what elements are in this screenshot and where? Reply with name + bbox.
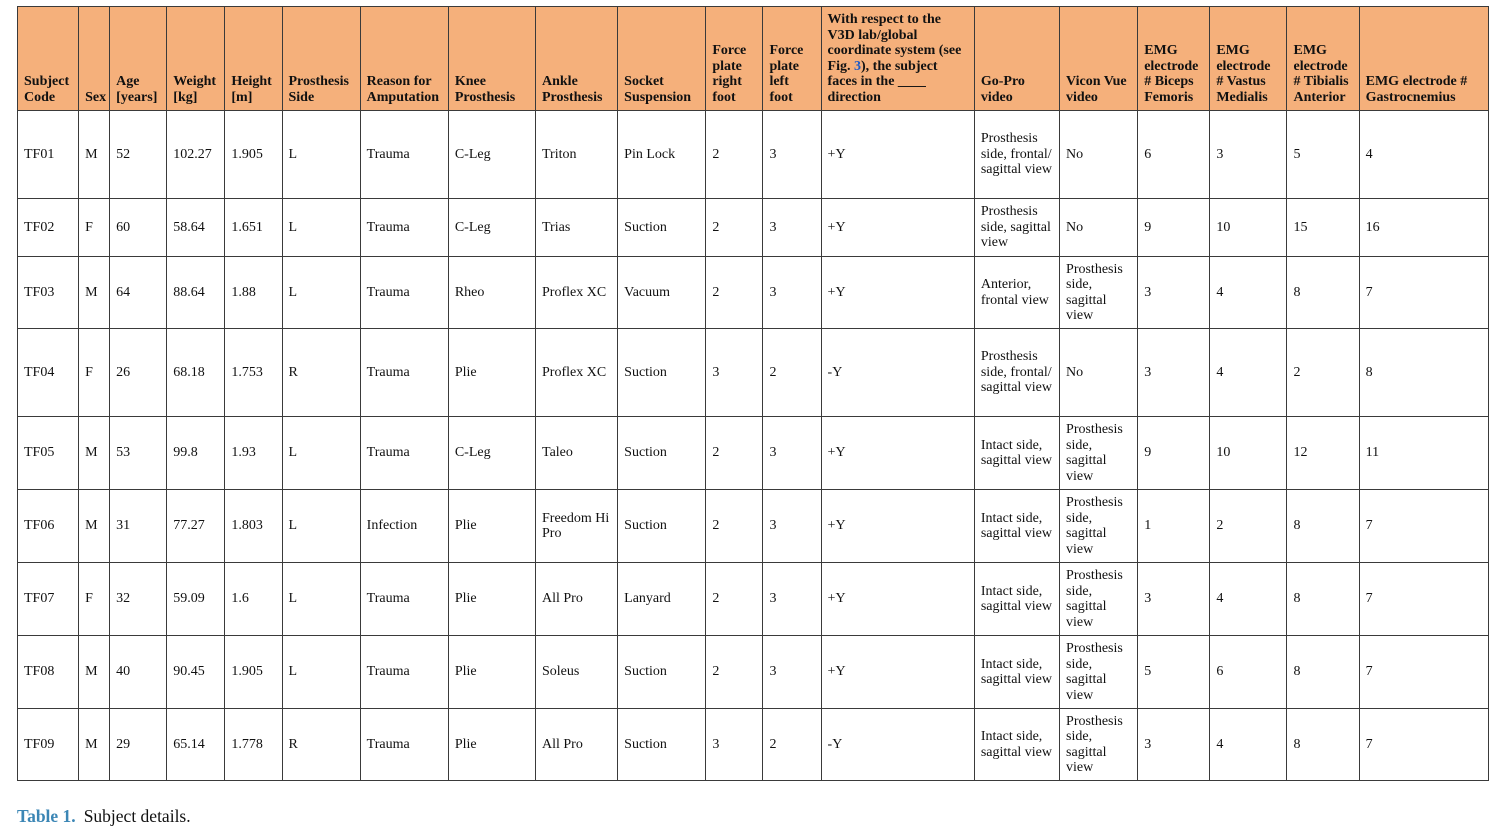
col-ankle: Ankle Prosthesis — [536, 7, 618, 111]
col-direction — [821, 7, 974, 111]
cell-fp-right: 2 — [706, 563, 763, 636]
cell-prosthesis-side: L — [282, 257, 360, 329]
cell-fp-right: 2 — [706, 417, 763, 490]
cell-emg-vastus: 4 — [1210, 257, 1287, 329]
cell-height: 1.905 — [225, 636, 282, 709]
col-vicon: Vicon Vue video — [1060, 7, 1138, 111]
cell-vicon: No — [1060, 329, 1138, 417]
cell-socket: Suction — [618, 417, 706, 490]
cell-knee: Plie — [448, 709, 535, 781]
cell-emg-gastro: 7 — [1359, 563, 1488, 636]
cell-height: 1.753 — [225, 329, 282, 417]
cell-emg-vastus: 10 — [1210, 417, 1287, 490]
cell-vicon: Prosthesis side, sagittal view — [1060, 417, 1138, 490]
cell-emg-vastus: 3 — [1210, 111, 1287, 199]
cell-subject-code: TF07 — [18, 563, 79, 636]
cell-emg-gastro: 8 — [1359, 329, 1488, 417]
cell-reason: Trauma — [360, 329, 448, 417]
cell-ankle: Triton — [536, 111, 618, 199]
cell-height: 1.905 — [225, 111, 282, 199]
cell-fp-left: 3 — [763, 257, 821, 329]
cell-height: 1.803 — [225, 490, 282, 563]
cell-ankle: Proflex XC — [536, 257, 618, 329]
cell-emg-biceps: 6 — [1138, 111, 1210, 199]
cell-subject-code: TF05 — [18, 417, 79, 490]
cell-age: 52 — [110, 111, 167, 199]
cell-emg-tibialis: 15 — [1287, 199, 1359, 257]
subject-details-table — [17, 6, 1489, 781]
cell-socket: Lanyard — [618, 563, 706, 636]
cell-fp-right: 2 — [706, 199, 763, 257]
cell-weight: 77.27 — [167, 490, 225, 563]
cell-gopro: Prosthesis side, frontal/ sagittal view — [974, 111, 1059, 199]
cell-sex: M — [79, 709, 110, 781]
cell-ankle: All Pro — [536, 563, 618, 636]
cell-prosthesis-side: L — [282, 563, 360, 636]
cell-direction: +Y — [821, 636, 974, 709]
col-height: Height [m] — [225, 7, 282, 111]
col-gopro: Go-Pro video — [974, 7, 1059, 111]
cell-emg-tibialis: 8 — [1287, 563, 1359, 636]
cell-height: 1.651 — [225, 199, 282, 257]
cell-fp-left: 3 — [763, 490, 821, 563]
cell-sex: M — [79, 490, 110, 563]
cell-socket: Suction — [618, 709, 706, 781]
cell-fp-left: 3 — [763, 563, 821, 636]
col-age: Age [years] — [110, 7, 167, 111]
cell-ankle: Soleus — [536, 636, 618, 709]
cell-emg-tibialis: 12 — [1287, 417, 1359, 490]
cell-subject-code: TF04 — [18, 329, 79, 417]
cell-gopro: Intact side, sagittal view — [974, 636, 1059, 709]
cell-emg-gastro: 7 — [1359, 636, 1488, 709]
cell-fp-left: 3 — [763, 111, 821, 199]
cell-weight: 68.18 — [167, 329, 225, 417]
cell-age: 26 — [110, 329, 167, 417]
cell-subject-code: TF03 — [18, 257, 79, 329]
cell-ankle: Freedom Hi Pro — [536, 490, 618, 563]
cell-gopro: Intact side, sagittal view — [974, 417, 1059, 490]
col-fp-left: Force plate left foot — [763, 7, 821, 111]
cell-emg-gastro: 7 — [1359, 709, 1488, 781]
cell-emg-vastus: 10 — [1210, 199, 1287, 257]
cell-vicon: Prosthesis side, sagittal view — [1060, 709, 1138, 781]
cell-age: 40 — [110, 636, 167, 709]
cell-vicon: Prosthesis side, sagittal view — [1060, 636, 1138, 709]
cell-emg-tibialis: 8 — [1287, 257, 1359, 329]
cell-age: 64 — [110, 257, 167, 329]
col-emg-gastro: EMG electrode # Gastrocnemius — [1359, 7, 1488, 111]
cell-emg-tibialis: 8 — [1287, 709, 1359, 781]
cell-prosthesis-side: R — [282, 329, 360, 417]
cell-fp-left: 3 — [763, 417, 821, 490]
col-fp-right: Force plate right foot — [706, 7, 763, 111]
cell-prosthesis-side: L — [282, 111, 360, 199]
cell-weight: 99.8 — [167, 417, 225, 490]
cell-emg-gastro: 11 — [1359, 417, 1488, 490]
cell-reason: Trauma — [360, 111, 448, 199]
cell-height: 1.6 — [225, 563, 282, 636]
cell-reason: Infection — [360, 490, 448, 563]
cell-emg-biceps: 9 — [1138, 417, 1210, 490]
cell-gopro: Intact side, sagittal view — [974, 709, 1059, 781]
table-row — [18, 257, 1489, 329]
cell-height: 1.88 — [225, 257, 282, 329]
cell-emg-vastus: 6 — [1210, 636, 1287, 709]
cell-emg-gastro: 7 — [1359, 257, 1488, 329]
col-socket: Socket Suspension — [618, 7, 706, 111]
cell-age: 32 — [110, 563, 167, 636]
cell-knee: Plie — [448, 490, 535, 563]
cell-sex: M — [79, 636, 110, 709]
cell-fp-right: 2 — [706, 111, 763, 199]
cell-weight: 65.14 — [167, 709, 225, 781]
cell-emg-biceps: 9 — [1138, 199, 1210, 257]
col-subject-code: Subject Code — [18, 7, 79, 111]
cell-emg-tibialis: 2 — [1287, 329, 1359, 417]
table-row — [18, 636, 1489, 709]
cell-emg-biceps: 3 — [1138, 329, 1210, 417]
caption-text: Subject details. — [83, 806, 191, 826]
cell-direction: +Y — [821, 199, 974, 257]
cell-sex: M — [79, 257, 110, 329]
cell-prosthesis-side: L — [282, 636, 360, 709]
cell-fp-right: 3 — [706, 709, 763, 781]
cell-subject-code: TF08 — [18, 636, 79, 709]
cell-emg-tibialis: 5 — [1287, 111, 1359, 199]
cell-knee: Rheo — [448, 257, 535, 329]
cell-subject-code: TF09 — [18, 709, 79, 781]
cell-direction: +Y — [821, 417, 974, 490]
cell-vicon: No — [1060, 111, 1138, 199]
cell-ankle: All Pro — [536, 709, 618, 781]
cell-direction: -Y — [821, 709, 974, 781]
cell-direction: +Y — [821, 563, 974, 636]
cell-emg-vastus: 4 — [1210, 329, 1287, 417]
cell-knee: C-Leg — [448, 199, 535, 257]
cell-reason: Trauma — [360, 636, 448, 709]
cell-emg-biceps: 3 — [1138, 563, 1210, 636]
cell-emg-biceps: 3 — [1138, 709, 1210, 781]
cell-gopro: Intact side, sagittal view — [974, 563, 1059, 636]
cell-age: 53 — [110, 417, 167, 490]
cell-emg-gastro: 16 — [1359, 199, 1488, 257]
cell-socket: Pin Lock — [618, 111, 706, 199]
table-row — [18, 709, 1489, 781]
cell-direction: -Y — [821, 329, 974, 417]
cell-weight: 102.27 — [167, 111, 225, 199]
table-row — [18, 329, 1489, 417]
cell-socket: Suction — [618, 636, 706, 709]
cell-reason: Trauma — [360, 563, 448, 636]
cell-socket: Suction — [618, 329, 706, 417]
cell-fp-left: 2 — [763, 329, 821, 417]
cell-prosthesis-side: L — [282, 490, 360, 563]
cell-socket: Suction — [618, 490, 706, 563]
table-row — [18, 490, 1489, 563]
cell-ankle: Trias — [536, 199, 618, 257]
cell-emg-vastus: 4 — [1210, 563, 1287, 636]
cell-gopro: Anterior, frontal view — [974, 257, 1059, 329]
col-prosthesis-side: Prosthesis Side — [282, 7, 360, 111]
col-weight: Weight [kg] — [167, 7, 225, 111]
cell-emg-vastus: 2 — [1210, 490, 1287, 563]
cell-emg-gastro: 7 — [1359, 490, 1488, 563]
cell-subject-code: TF01 — [18, 111, 79, 199]
cell-subject-code: TF02 — [18, 199, 79, 257]
cell-gopro: Prosthesis side, frontal/ sagittal view — [974, 329, 1059, 417]
cell-emg-tibialis: 8 — [1287, 490, 1359, 563]
cell-socket: Suction — [618, 199, 706, 257]
cell-vicon: Prosthesis side, sagittal view — [1060, 563, 1138, 636]
cell-emg-biceps: 1 — [1138, 490, 1210, 563]
cell-ankle: Taleo — [536, 417, 618, 490]
cell-knee: Plie — [448, 329, 535, 417]
cell-knee: C-Leg — [448, 111, 535, 199]
cell-weight: 59.09 — [167, 563, 225, 636]
cell-fp-left: 2 — [763, 709, 821, 781]
direction-header-text: With respect to the V3D lab/global coordinate system (see Fig. — [827, 12, 962, 74]
cell-knee: Plie — [448, 636, 535, 709]
direction-header-text-end: ), the subject faces in the ____ direction — [827, 58, 938, 105]
cell-reason: Trauma — [360, 417, 448, 490]
cell-knee: Plie — [448, 563, 535, 636]
cell-knee: C-Leg — [448, 417, 535, 490]
cell-age: 31 — [110, 490, 167, 563]
header-row — [18, 7, 1489, 111]
cell-weight: 88.64 — [167, 257, 225, 329]
cell-fp-left: 3 — [763, 199, 821, 257]
cell-fp-right: 2 — [706, 636, 763, 709]
cell-socket: Vacuum — [618, 257, 706, 329]
cell-fp-right: 2 — [706, 257, 763, 329]
table-row — [18, 199, 1489, 257]
cell-vicon: Prosthesis side, sagittal view — [1060, 257, 1138, 329]
cell-fp-left: 3 — [763, 636, 821, 709]
cell-emg-biceps: 3 — [1138, 257, 1210, 329]
cell-direction: +Y — [821, 111, 974, 199]
cell-emg-gastro: 4 — [1359, 111, 1488, 199]
cell-reason: Trauma — [360, 257, 448, 329]
cell-sex: F — [79, 563, 110, 636]
cell-ankle: Proflex XC — [536, 329, 618, 417]
col-emg-biceps: EMG electrode # Biceps Femoris — [1138, 7, 1210, 111]
cell-emg-vastus: 4 — [1210, 709, 1287, 781]
cell-reason: Trauma — [360, 199, 448, 257]
figure-link[interactable]: 3 — [854, 58, 861, 74]
cell-reason: Trauma — [360, 709, 448, 781]
cell-subject-code: TF06 — [18, 490, 79, 563]
cell-sex: F — [79, 199, 110, 257]
cell-vicon: No — [1060, 199, 1138, 257]
cell-age: 29 — [110, 709, 167, 781]
col-sex: Sex — [79, 7, 110, 111]
cell-emg-tibialis: 8 — [1287, 636, 1359, 709]
cell-vicon: Prosthesis side, sagittal view — [1060, 490, 1138, 563]
table-row — [18, 417, 1489, 490]
cell-direction: +Y — [821, 490, 974, 563]
cell-direction: +Y — [821, 257, 974, 329]
table-body — [18, 111, 1489, 781]
cell-sex: M — [79, 417, 110, 490]
cell-emg-biceps: 5 — [1138, 636, 1210, 709]
col-emg-vastus: EMG electrode # Vastus Medialis — [1210, 7, 1287, 111]
cell-gopro: Intact side, sagittal view — [974, 490, 1059, 563]
cell-height: 1.93 — [225, 417, 282, 490]
cell-age: 60 — [110, 199, 167, 257]
col-reason: Reason for Amputation — [360, 7, 448, 111]
cell-sex: M — [79, 111, 110, 199]
cell-prosthesis-side: L — [282, 417, 360, 490]
col-emg-tibialis: EMG electrode # Tibialis Anterior — [1287, 7, 1359, 111]
cell-weight: 90.45 — [167, 636, 225, 709]
table-row — [18, 563, 1489, 636]
cell-weight: 58.64 — [167, 199, 225, 257]
cell-prosthesis-side: L — [282, 199, 360, 257]
cell-fp-right: 2 — [706, 490, 763, 563]
cell-height: 1.778 — [225, 709, 282, 781]
col-knee: Knee Prosthesis — [448, 7, 535, 111]
cell-gopro: Prosthesis side, sagittal view — [974, 199, 1059, 257]
table-row — [18, 111, 1489, 199]
cell-fp-right: 3 — [706, 329, 763, 417]
cell-prosthesis-side: R — [282, 709, 360, 781]
caption-label: Table 1. — [17, 806, 76, 826]
cell-sex: F — [79, 329, 110, 417]
table-caption — [17, 806, 191, 827]
